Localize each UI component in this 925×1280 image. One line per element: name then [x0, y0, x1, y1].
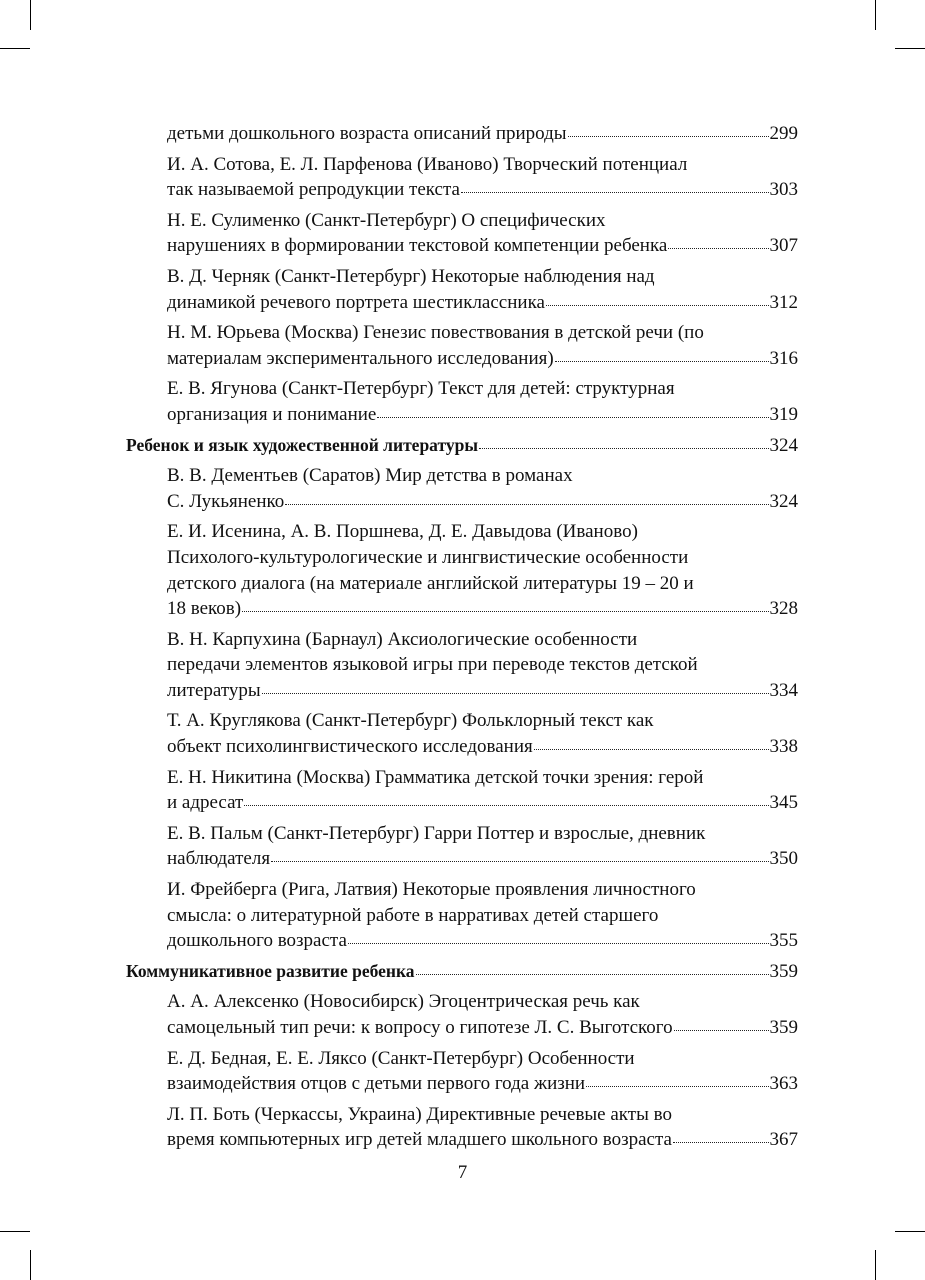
- toc-entry: [167, 121, 798, 147]
- toc-entry-line: Л. П. Боть (Черкассы, Украина) Директивные речевые акты во: [167, 1103, 672, 1125]
- dot-leader: [244, 805, 768, 806]
- dot-leader: [674, 1030, 769, 1031]
- toc-entry: [167, 989, 798, 1040]
- toc-page-number: 345: [769, 792, 798, 814]
- toc-entry: [167, 877, 798, 954]
- toc-entry-line: Е. Н. Никитина (Москва) Грамматика детской точки зрения: герой: [167, 766, 704, 788]
- toc-page-number: 299: [769, 123, 798, 144]
- toc-entry-line: И. Фрейберга (Рига, Латвия) Некоторые проявления личностного: [167, 879, 696, 901]
- dot-leader: [242, 611, 768, 612]
- dot-leader: [461, 192, 769, 193]
- crop-mark: [0, 48, 30, 49]
- toc-entry-line: И. А. Сотова, Е. Л. Парфенова (Иваново) Творческий потенциал: [167, 153, 688, 175]
- crop-mark: [875, 1250, 876, 1280]
- toc-entry-last-line: [126, 433, 798, 459]
- toc-page-number: 363: [769, 1073, 798, 1095]
- crop-mark: [895, 1231, 925, 1232]
- toc-entry: [167, 1102, 798, 1153]
- toc-entry-line: Н. Е. Сулименко (Санкт-Петербург) О специфических: [167, 209, 606, 231]
- toc-entry-text: С. Лукьяненко: [167, 490, 285, 512]
- toc-entry-line: В. В. Дементьев (Саратов) Мир детства в романах: [167, 465, 573, 487]
- toc-entry-last-line: [167, 177, 798, 203]
- toc-page-number: 324: [769, 434, 798, 456]
- toc-entry-last-line: [167, 346, 798, 372]
- toc-entry-last-line: [126, 959, 798, 985]
- toc-entry-text: организация и понимание: [167, 403, 377, 425]
- toc-entry-line: Н. М. Юрьева (Москва) Генезис повествования в детской речи (по: [167, 322, 704, 344]
- toc-entry-line: Психолого-культурологические и лингвистические особенности: [167, 546, 689, 568]
- dot-leader: [668, 248, 768, 249]
- crop-mark: [875, 0, 876, 30]
- toc-entry: [167, 320, 798, 371]
- toc-entry-text: динамикой речевого портрета шестиклассника: [167, 291, 545, 313]
- toc-entry-last-line: [167, 121, 798, 147]
- crop-mark: [30, 0, 31, 30]
- page-number: 7: [457, 1162, 468, 1183]
- toc-entry-line: Е. И. Исенина, А. В. Поршнева, Д. Е. Давыдова (Иваново): [167, 521, 638, 543]
- toc-entry-last-line: [167, 489, 798, 515]
- toc-entry-text: Ребенок и язык художественной литературы: [126, 434, 478, 455]
- toc-page-number: 367: [769, 1129, 798, 1151]
- dot-leader: [586, 1086, 768, 1087]
- toc-entry: [167, 264, 798, 315]
- toc-page-number: 359: [769, 1017, 798, 1038]
- toc-page-number: 359: [769, 960, 798, 982]
- toc-entry-last-line: [167, 790, 798, 816]
- dot-leader: [546, 305, 769, 306]
- toc-entry: [167, 765, 798, 816]
- toc-entry-text: так называемой репродукции текста: [167, 179, 460, 201]
- toc-page-number: 355: [769, 930, 798, 952]
- toc-entry-last-line: [167, 402, 798, 428]
- dot-leader: [673, 1142, 769, 1143]
- toc-section-heading: [126, 433, 798, 459]
- toc-entry-last-line: [167, 1071, 798, 1097]
- toc-entry: [167, 152, 798, 203]
- toc-entry-line: детского диалога (на материале английской литературы 19 – 20 и: [167, 572, 694, 594]
- toc-entry-text: объект психолингвистического исследования: [167, 736, 533, 758]
- toc-page-number: 312: [769, 291, 798, 313]
- toc-entry-last-line: [167, 846, 798, 872]
- toc-entry-last-line: [167, 1127, 798, 1153]
- toc-entry-text: нарушениях в формировании текстовой компетенции ребенка: [167, 235, 668, 257]
- toc-page-number: 324: [769, 490, 798, 512]
- toc-entry: [167, 376, 798, 427]
- toc-entry: [167, 1046, 798, 1097]
- dot-leader: [271, 861, 768, 862]
- toc-entry: [167, 519, 798, 621]
- toc-entry-line: Е. Д. Бедная, Е. Е. Ляксо (Санкт-Петербург) Особенности: [167, 1047, 635, 1069]
- toc-page-number: 303: [769, 179, 798, 201]
- toc-entry-last-line: [167, 596, 798, 622]
- toc-section-heading: [126, 959, 798, 985]
- toc-entry: [167, 821, 798, 872]
- toc-entry-line: В. Д. Черняк (Санкт-Петербург) Некоторые наблюдения над: [167, 265, 655, 287]
- dot-leader: [568, 136, 769, 137]
- toc-entry-line: передачи элементов языковой игры при переводе текстов детской: [167, 654, 698, 676]
- toc-entry-text: Коммуникативное развитие ребенка: [126, 960, 415, 981]
- toc-entry-last-line: [167, 233, 798, 259]
- toc-page-number: 350: [769, 848, 798, 870]
- toc-entry-line: Т. А. Круглякова (Санкт-Петербург) Фольклорный текст как: [167, 710, 654, 732]
- crop-mark: [0, 1231, 30, 1232]
- toc-entry-text: наблюдателя: [167, 848, 271, 870]
- toc-page-number: 316: [769, 347, 798, 369]
- toc-entry-line: смысла: о литературной работе в нарративах детей старшего: [167, 904, 659, 926]
- toc-entry-last-line: [167, 290, 798, 316]
- toc-page-number: 328: [769, 598, 798, 620]
- toc-entry-text: 18 веков): [167, 598, 242, 620]
- toc-entry-text: литературы: [167, 679, 261, 701]
- toc-entry-text: взаимодействия отцов с детьми первого года жизни: [167, 1073, 586, 1095]
- dot-leader: [555, 361, 769, 362]
- toc-page-number: 319: [769, 403, 798, 425]
- toc-entry-line: А. А. Алексенко (Новосибирск) Эгоцентрическая речь как: [167, 991, 640, 1013]
- toc-entry: [167, 208, 798, 259]
- toc-entry: [167, 627, 798, 704]
- dot-leader: [377, 417, 768, 418]
- toc-page-number: 307: [769, 235, 798, 257]
- toc-entry-last-line: [167, 1015, 798, 1041]
- table-of-contents: [126, 121, 798, 1158]
- crop-mark: [30, 1250, 31, 1280]
- toc-entry-line: Е. В. Ягунова (Санкт-Петербург) Текст для детей: структурная: [167, 378, 675, 400]
- toc-entry: [167, 708, 798, 759]
- toc-entry-text: дошкольного возраста: [167, 930, 347, 952]
- toc-page-number: 334: [769, 679, 798, 701]
- toc-entry: [167, 463, 798, 514]
- toc-entry-line: В. Н. Карпухина (Барнаул) Аксиологические особенности: [167, 628, 638, 650]
- toc-entry-last-line: [167, 734, 798, 760]
- toc-entry-last-line: [167, 678, 798, 704]
- toc-page-number: 338: [769, 736, 798, 758]
- toc-entry-text: материалам экспериментального исследования): [167, 347, 554, 369]
- toc-entry-last-line: [167, 928, 798, 954]
- dot-leader: [285, 504, 768, 505]
- toc-entry-text: время компьютерных игр детей младшего школьного возраста: [167, 1129, 672, 1151]
- toc-entry-text: самоцельный тип речи: к вопросу о гипотезе Л. С. Выготского: [167, 1017, 673, 1038]
- crop-mark: [895, 48, 925, 49]
- toc-entry-text: детьми дошкольного возраста описаний природы: [167, 123, 567, 144]
- toc-entry-text: и адресат: [167, 792, 244, 814]
- dot-leader: [262, 693, 769, 694]
- dot-leader: [416, 974, 769, 975]
- dot-leader: [348, 943, 769, 944]
- dot-leader: [534, 749, 769, 750]
- dot-leader: [479, 448, 769, 449]
- toc-entry-line: Е. В. Пальм (Санкт-Петербург) Гарри Поттер и взрослые, дневник: [167, 822, 706, 844]
